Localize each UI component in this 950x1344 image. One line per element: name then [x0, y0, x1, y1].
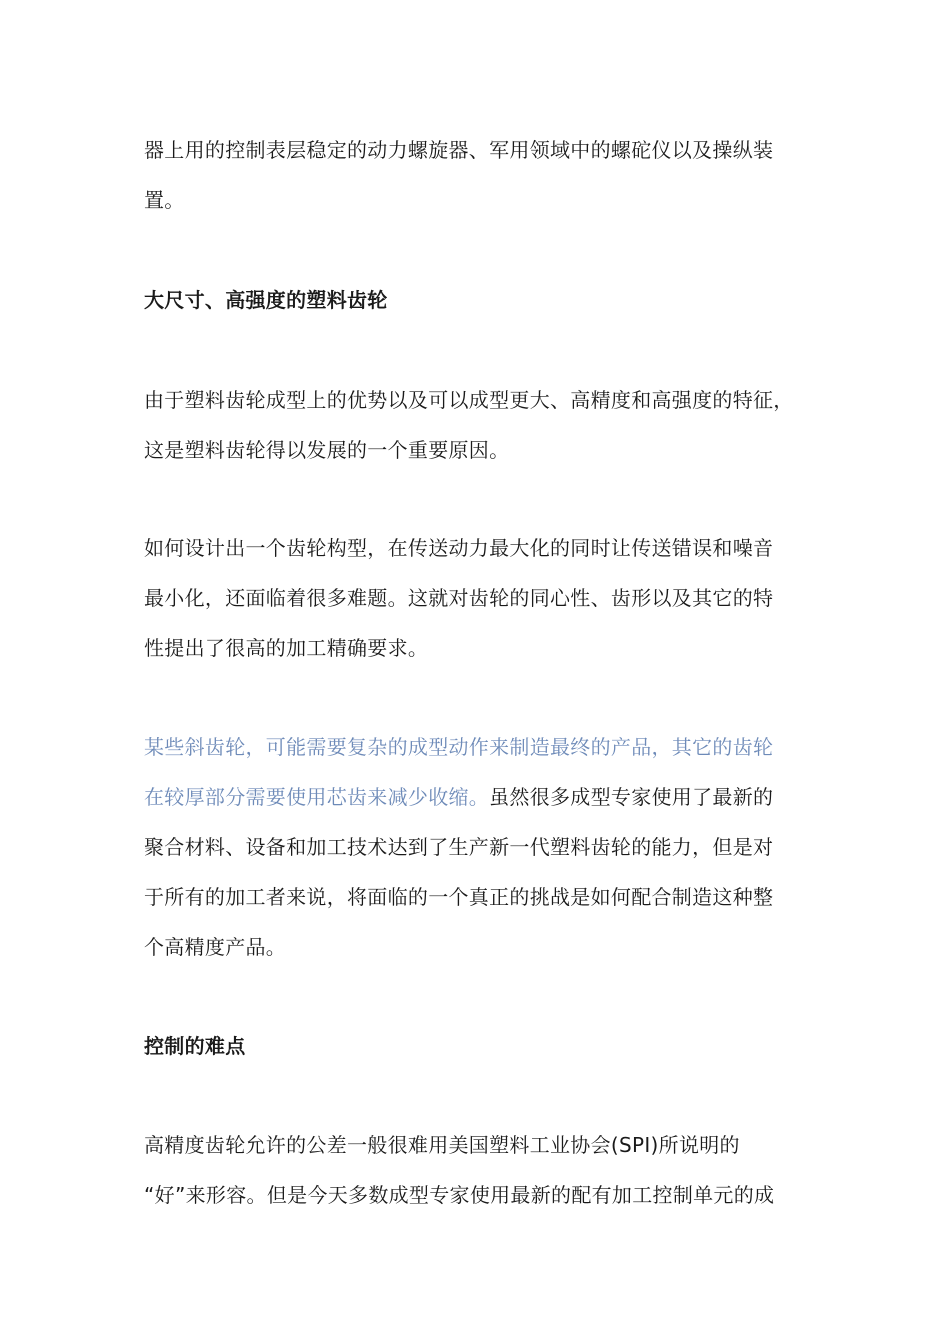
- paragraph-1: [144, 125, 824, 225]
- paragraph-2-line-1: 由于塑料齿轮成型上的优势以及可以成型更大、高精度和高强度的特征，: [144, 388, 794, 412]
- section-heading-control-difficulties: 控制的难点: [144, 1034, 246, 1058]
- paragraph-1-line-2: 置。: [144, 188, 185, 212]
- paragraph-4-line-1-highlight: 某些斜齿轮，可能需要复杂的成型动作来制造最终的产品，其它的齿轮: [144, 735, 774, 759]
- paragraph-4-line-2-rest: 虽然很多成型专家使用了最新的: [489, 785, 774, 809]
- paragraph-5-line-1: 高精度齿轮允许的公差一般很难用美国塑料工业协会(SPI)所说明的: [144, 1133, 740, 1157]
- paragraph-3-line-1: 如何设计出一个齿轮构型，在传送动力最大化的同时让传送错误和噪音: [144, 536, 774, 560]
- paragraph-3-line-2: 最小化，还面临着很多难题。这就对齿轮的同心性、齿形以及其它的特: [144, 586, 774, 610]
- paragraph-2: [144, 375, 824, 475]
- paragraph-4-line-4: 于所有的加工者来说，将面临的一个真正的挑战是如何配合制造这种整: [144, 885, 774, 909]
- paragraph-1-line-1: 器上用的控制表层稳定的动力螺旋器、军用领域中的螺砣仪以及操纵装: [144, 138, 774, 162]
- paragraph-5-line-2: “好”来形容。但是今天多数成型专家使用最新的配有加工控制单元的成: [144, 1183, 775, 1207]
- paragraph-5: [144, 1120, 824, 1220]
- paragraph-4-line-3: 聚合材料、设备和加工技术达到了生产新一代塑料齿轮的能力，但是对: [144, 835, 774, 859]
- paragraph-4-line-5: 个高精度产品。: [144, 935, 287, 959]
- paragraph-3-line-3: 性提出了很高的加工精确要求。: [144, 636, 429, 660]
- section-heading-large-gears: 大尺寸、高强度的塑料齿轮: [144, 288, 388, 312]
- paragraph-3: [144, 523, 824, 673]
- paragraph-4-line-2: [144, 772, 824, 822]
- paragraph-4: [144, 722, 824, 972]
- paragraph-4-line-2-highlight: 在较厚部分需要使用芯齿来减少收缩。: [144, 785, 490, 809]
- paragraph-2-line-2: 这是塑料齿轮得以发展的一个重要原因。: [144, 438, 510, 462]
